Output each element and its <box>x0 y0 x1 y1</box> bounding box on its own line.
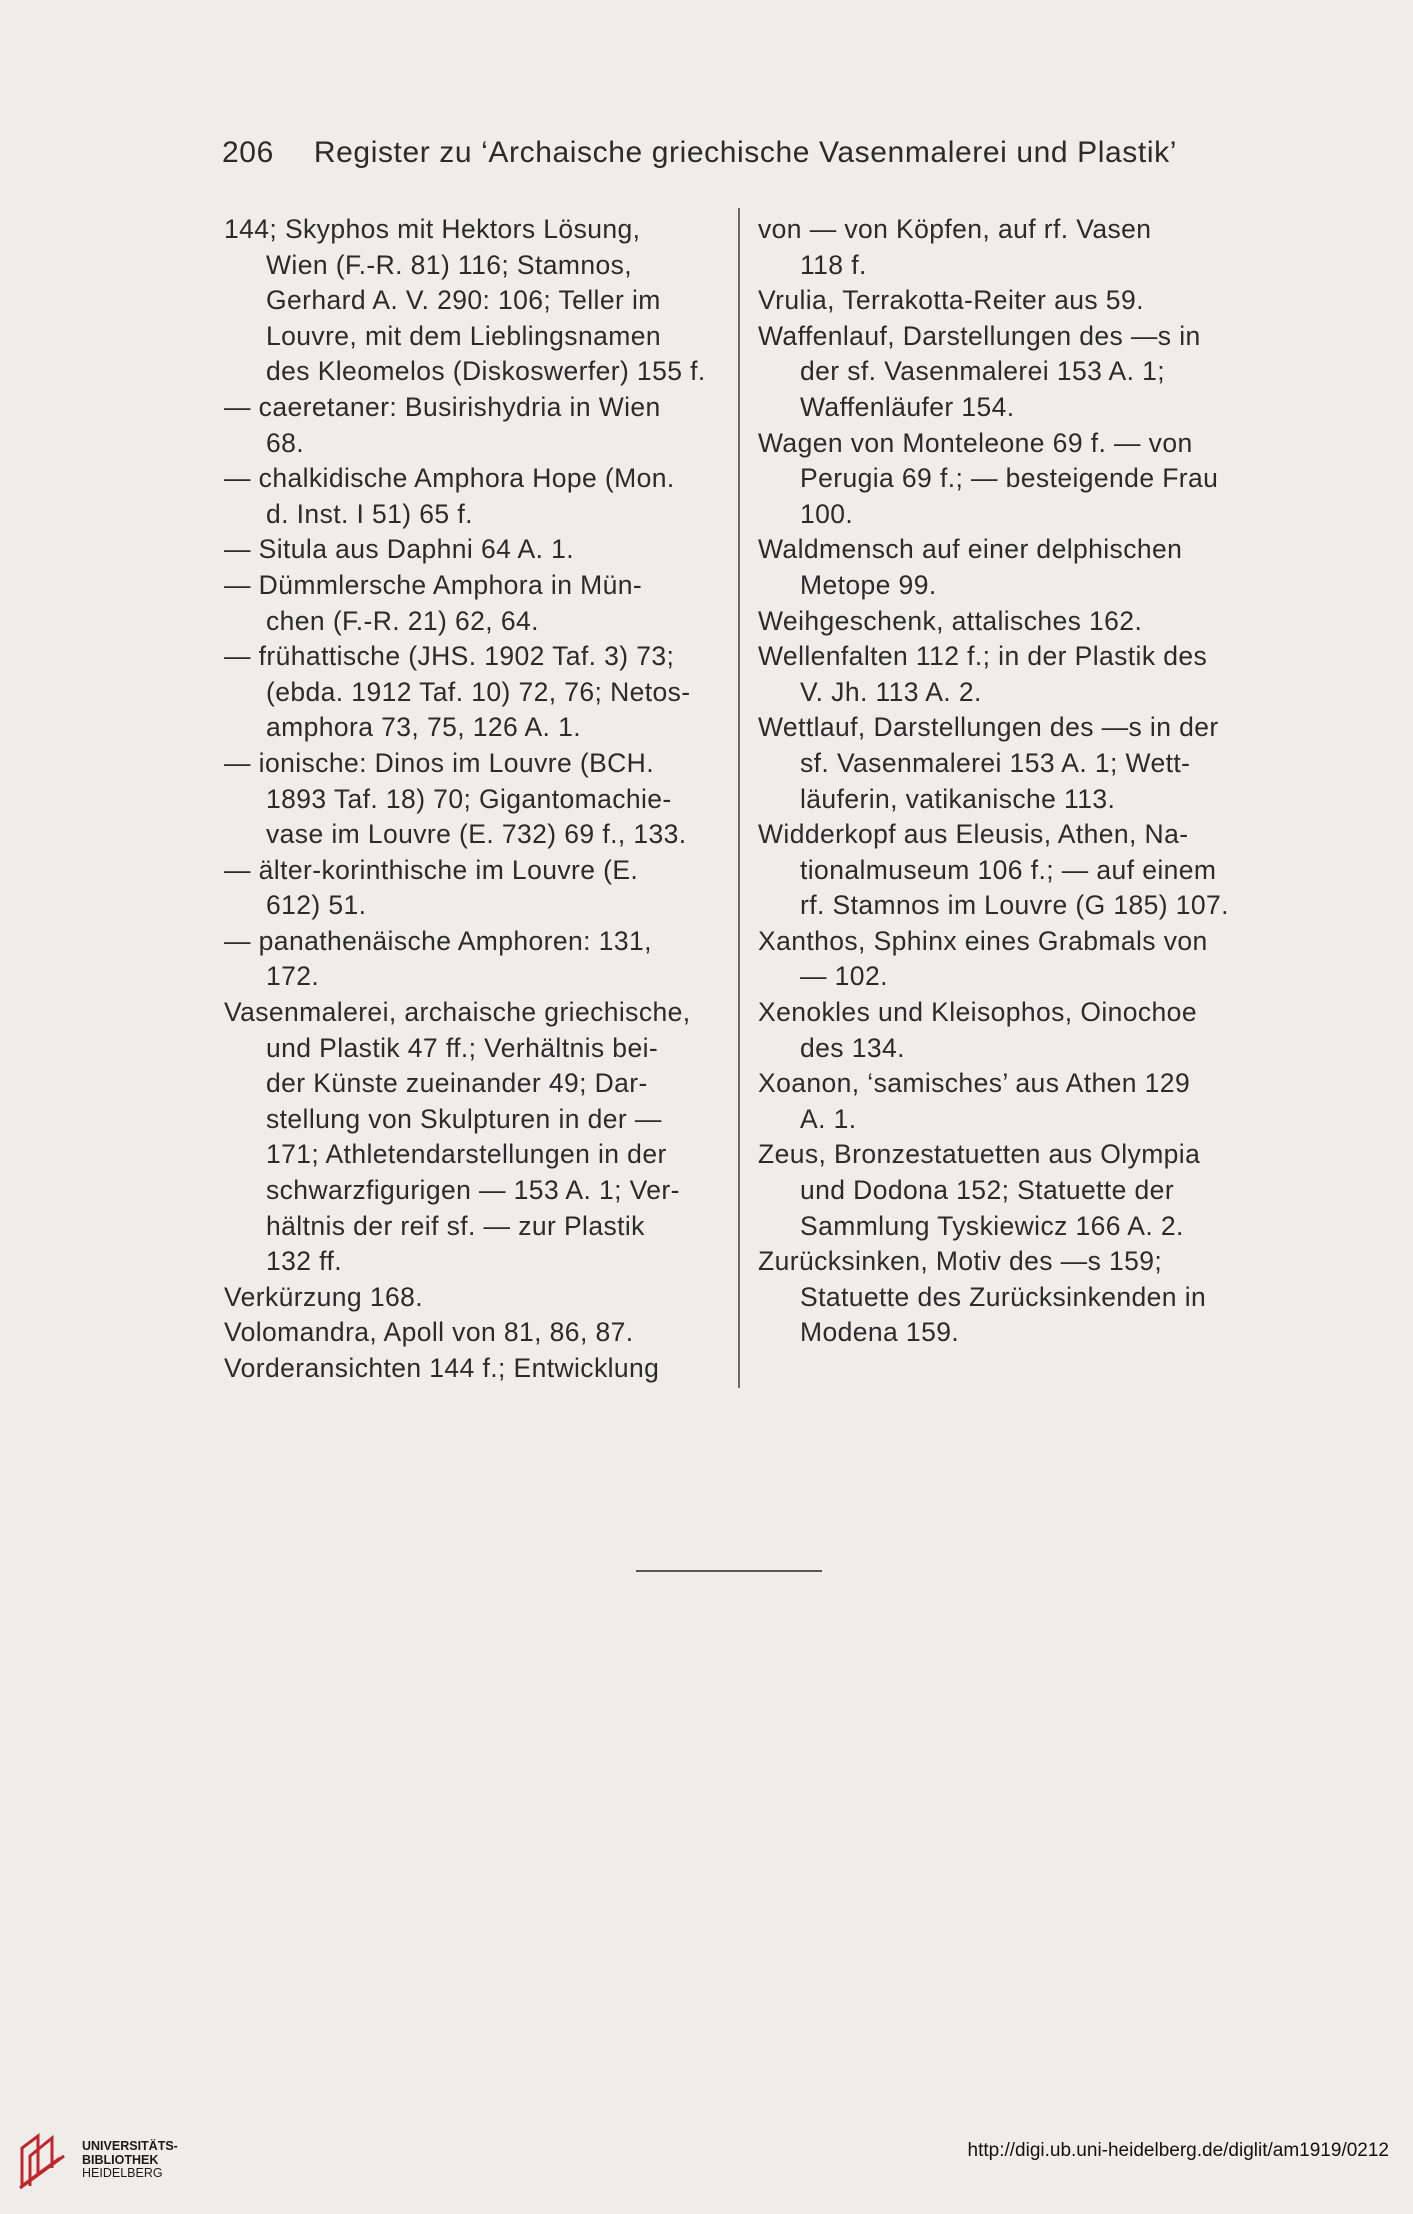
index-line: Waldmensch auf einer delphischen <box>758 534 1183 565</box>
index-entry <box>758 924 1252 995</box>
index-line: Gerhard A. V. 290: 106; Teller im <box>266 285 661 316</box>
library-name <box>82 2140 178 2181</box>
index-entry <box>224 924 714 995</box>
index-entry <box>758 1066 1252 1137</box>
index-line: Zeus, Bronzestatuetten aus Olympia <box>758 1139 1201 1170</box>
index-line: 144; Skyphos mit Hektors Lösung, <box>224 214 641 244</box>
index-line: 172. <box>266 961 320 992</box>
index-line: (ebda. 1912 Taf. 10) 72, 76; Netos- <box>266 676 691 707</box>
index-line: sf. Vasenmalerei 153 A. 1; Wett- <box>800 747 1191 778</box>
index-entry <box>224 568 714 639</box>
index-line: — Situla aus Daphni 64 A. 1. <box>224 534 575 565</box>
index-entry <box>224 532 714 568</box>
index-line: Xenokles und Kleisophos, Oinochoe <box>758 997 1197 1028</box>
index-entry <box>224 390 714 461</box>
index-line: und Dodona 152; Statuette der <box>800 1175 1175 1206</box>
index-line: Waffenläufer 154. <box>800 391 1015 422</box>
library-line-1: UNIVERSITÄTS- <box>82 2139 178 2153</box>
index-entry <box>758 604 1252 640</box>
index-line: amphora 73, 75, 126 A. 1. <box>266 712 581 743</box>
index-line: tionalmuseum 106 f.; — auf einem <box>800 854 1217 885</box>
index-line: Wien (F.-R. 81) 116; Stamnos, <box>266 249 633 280</box>
index-line: — älter-korinthische im Louvre (E. <box>224 854 639 885</box>
index-entry <box>224 639 714 746</box>
index-line: läuferin, vatikanische 113. <box>800 783 1116 814</box>
index-line: Xanthos, Sphinx eines Grabmals von <box>758 925 1208 956</box>
index-line: der sf. Vasenmalerei 153 A. 1; <box>800 356 1166 387</box>
index-line: — 102. <box>800 961 888 992</box>
library-line-2: BIBLIOTHEK <box>82 2152 159 2167</box>
index-entry <box>758 212 1252 283</box>
index-line: des 134. <box>800 1032 905 1063</box>
index-line: — chalkidische Amphora Hope (Mon. <box>224 463 675 494</box>
index-line: Metope 99. <box>800 569 937 600</box>
index-line: Vorderansichten 144 f.; Entwicklung <box>224 1353 660 1383</box>
index-line: — frühattische (JHS. 1902 Taf. 3) 73; <box>224 641 675 672</box>
index-line: 68. <box>266 427 305 458</box>
index-line: schwarzfigurigen — 153 A. 1; Ver- <box>266 1175 680 1206</box>
index-line: Volomandra, Apoll von 81, 86, 87. <box>224 1317 634 1348</box>
index-line: Modena 159. <box>800 1317 960 1348</box>
index-line: 100. <box>800 498 854 529</box>
index-entry <box>758 817 1252 924</box>
index-line: 132 ff. <box>266 1246 342 1277</box>
index-line: des Kleomelos (Diskoswerfer) 155 f. <box>266 356 706 387</box>
library-line-3: HEIDELBERG <box>82 2166 163 2180</box>
index-entry <box>224 995 714 1280</box>
index-line: d. Inst. I 51) 65 f. <box>266 498 473 529</box>
index-line: Statuette des Zurücksinkenden in <box>800 1281 1207 1312</box>
index-entry <box>224 853 714 924</box>
index-line: Louvre, mit dem Lieblingsnamen <box>266 320 661 351</box>
ub-heidelberg-logo-icon <box>16 2128 76 2190</box>
index-entry <box>758 1244 1252 1351</box>
column-divider <box>738 208 740 1388</box>
index-entry <box>224 1351 714 1387</box>
index-entry <box>224 1280 714 1316</box>
running-header <box>222 136 1222 170</box>
index-line: Wellenfalten 112 f.; in der Plastik des <box>758 641 1208 672</box>
index-line: — panathenäische Amphoren: 131, <box>224 925 652 956</box>
index-column-left <box>224 212 714 1387</box>
index-line: Weihgeschenk, attalisches 162. <box>758 605 1143 636</box>
index-line: — ionische: Dinos im Louvre (BCH. <box>224 747 654 778</box>
index-entry <box>224 746 714 853</box>
index-entry <box>758 639 1252 710</box>
index-column-right <box>758 212 1252 1351</box>
index-line: 612) 51. <box>266 890 367 921</box>
index-line: Vrulia, Terrakotta-Reiter aus 59. <box>758 285 1144 316</box>
index-line: 171; Athletendarstellungen in der <box>266 1139 667 1170</box>
index-line: Vasenmalerei, archaische griechische, <box>224 997 691 1028</box>
index-entry <box>758 283 1252 319</box>
index-entry <box>224 461 714 532</box>
page-number: 206 <box>222 136 274 169</box>
index-entry <box>224 212 714 390</box>
index-entry <box>758 319 1252 426</box>
index-line: rf. Stamnos im Louvre (G 185) 107. <box>800 890 1229 921</box>
index-line: A. 1. <box>800 1103 857 1134</box>
index-line: hältnis der reif sf. — zur Plastik <box>266 1210 645 1241</box>
index-line: Zurücksinken, Motiv des —s 159; <box>758 1246 1163 1277</box>
end-rule <box>636 1570 822 1572</box>
index-entry <box>758 995 1252 1066</box>
index-line: — caeretaner: Busirishydria in Wien <box>224 391 661 422</box>
index-line: Verkürzung 168. <box>224 1281 423 1312</box>
index-entry <box>758 426 1252 533</box>
index-line: und Plastik 47 ff.; Verhältnis bei- <box>266 1032 659 1063</box>
index-line: von — von Köpfen, auf rf. Vasen <box>758 214 1152 244</box>
index-line: Waffenlauf, Darstellungen des —s in <box>758 320 1201 351</box>
index-line: Sammlung Tyskiewicz 166 A. 2. <box>800 1210 1184 1241</box>
running-title: Register zu ‘Archaische griechische Vasenmalerei und Plastik’ <box>313 136 1177 169</box>
index-line: Perugia 69 f.; — besteigende Frau <box>800 463 1219 494</box>
index-line: Xoanon, ‘samisches’ aus Athen 129 <box>758 1068 1191 1099</box>
index-line: der Künste zueinander 49; Dar- <box>266 1068 648 1099</box>
source-url[interactable]: http://digi.ub.uni-heidelberg.de/diglit/am1919/0212 <box>967 2140 1389 2161</box>
index-line: vase im Louvre (E. 732) 69 f., 133. <box>266 819 687 850</box>
index-line: chen (F.-R. 21) 62, 64. <box>266 605 539 636</box>
index-entry <box>758 532 1252 603</box>
index-entry <box>758 710 1252 817</box>
index-entry <box>758 1137 1252 1244</box>
index-line: — Dümmlersche Amphora in Mün- <box>224 569 643 600</box>
index-line: stellung von Skulpturen in der — <box>266 1103 662 1134</box>
index-line: 1893 Taf. 18) 70; Gigantomachie- <box>266 783 672 814</box>
index-entry <box>224 1315 714 1351</box>
index-line: 118 f. <box>800 249 867 280</box>
index-line: Widderkopf aus Eleusis, Athen, Na- <box>758 819 1189 850</box>
index-line: V. Jh. 113 A. 2. <box>800 676 982 707</box>
index-line: Wagen von Monteleone 69 f. — von <box>758 427 1193 458</box>
index-line: Wettlauf, Darstellungen des —s in der <box>758 712 1219 743</box>
